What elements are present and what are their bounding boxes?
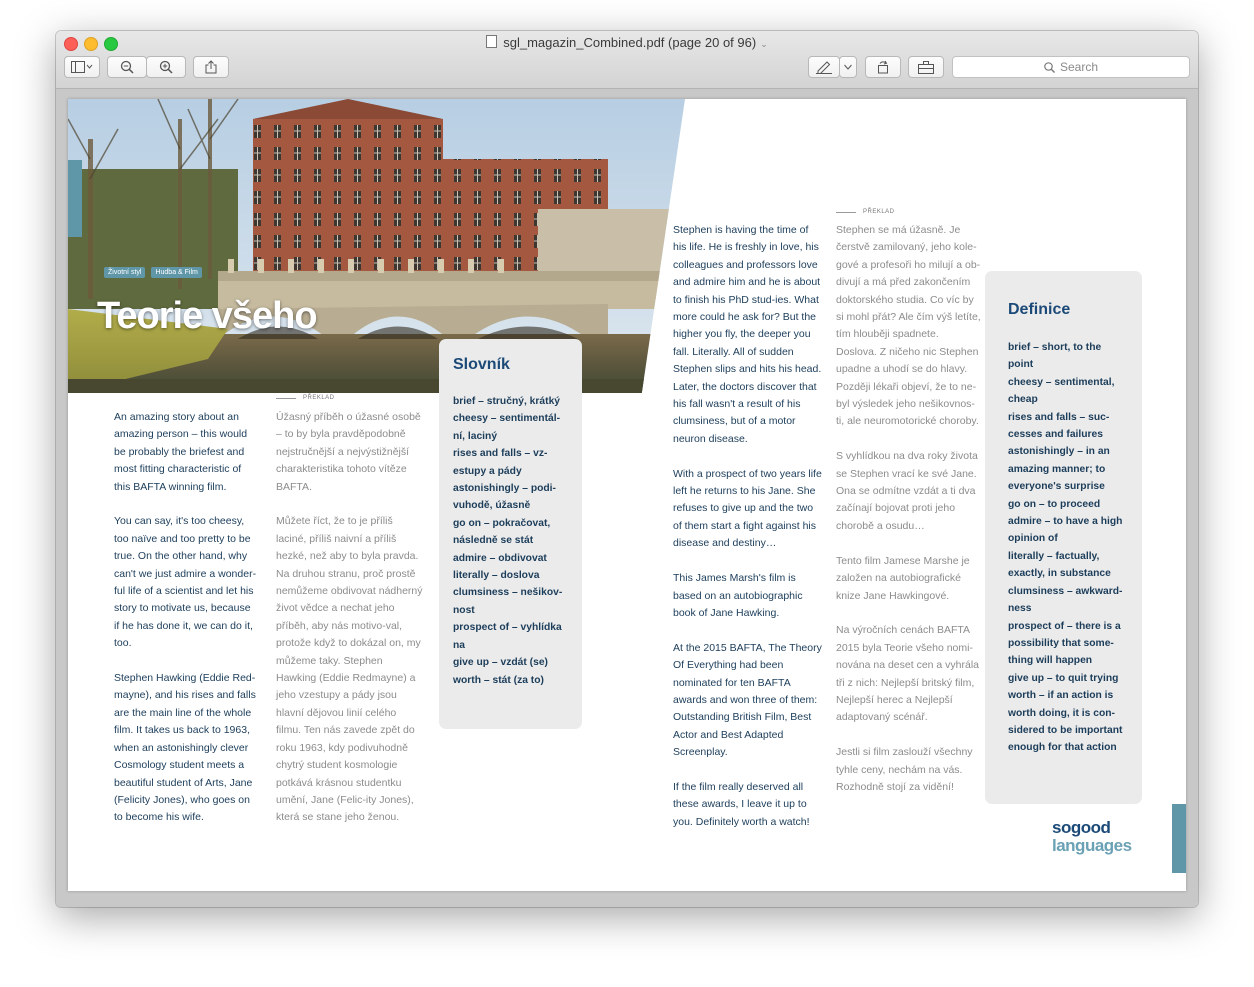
share-icon bbox=[205, 60, 217, 74]
sidebar-toggle-button[interactable] bbox=[64, 56, 100, 78]
vocab-line: clumsiness – nešikov- bbox=[453, 587, 563, 599]
vocab-line: prospect of – vyhlídka bbox=[453, 622, 562, 634]
toolbox-button[interactable] bbox=[908, 56, 944, 78]
paragraph: Úžasný příběh o úžasné osobě – to by byla pravděpodobně nejstručnější a nejvýstižnější charakteristika tohoto vítěze BAFTA. bbox=[276, 411, 421, 493]
vocab-line: admire – to have a high bbox=[1008, 516, 1123, 528]
paragraph: Na výročních cenách BAFTA 2015 byla Teorie všeho nomi-nována na deset cen a vyhrála tři z nich: Nejlepší britský film, Nejlepší herec a Nejlepší adaptovaný scénář. bbox=[836, 624, 980, 724]
left-english-column bbox=[114, 409, 258, 844]
zoom-out-button[interactable] bbox=[107, 56, 147, 78]
paragraph: This James Marsh's film is based on an autobiographic book of Jane Hawking. bbox=[673, 572, 803, 619]
accent-bar-left bbox=[68, 160, 82, 237]
markup-menu-button[interactable] bbox=[839, 56, 857, 78]
vocab-line: rises and falls – suc- bbox=[1008, 411, 1110, 423]
vocab-line: literally – factually, bbox=[1008, 550, 1100, 562]
paragraph: At the 2015 BAFTA, The Theory Of Everything had been nominated for ten BAFTA awards and won three of them: Outstanding British Film, Best Actor and Best Adapted Screenplay. bbox=[673, 641, 822, 759]
vocab-line: enough for that action bbox=[1008, 742, 1117, 754]
definice-title: Definice bbox=[1008, 301, 1071, 318]
vocab-line: admire – obdivovat bbox=[453, 552, 547, 564]
sogood-languages-logo bbox=[1052, 819, 1132, 855]
vocab-line: worth – stát (za to) bbox=[453, 674, 544, 686]
search-field[interactable]: Search bbox=[952, 56, 1190, 78]
left-czech-column bbox=[276, 409, 424, 844]
vocab-line: amazing manner; to bbox=[1008, 463, 1106, 475]
vocab-line: astonishingly – podi- bbox=[453, 483, 556, 495]
paragraph: Stephen Hawking (Eddie Red-mayne), and his rises and falls are the main line of the whole film. It takes us back to 1963, when an astonishingly clever Cosmology student meets a beautiful student of Arts, Jane (Felicity Jones), who goes on to become his wife. bbox=[114, 672, 256, 824]
document-icon bbox=[486, 35, 497, 48]
toolbox-icon bbox=[918, 61, 934, 74]
vocab-line: cheesy – sentimentál- bbox=[453, 413, 561, 425]
pdf-page[interactable] bbox=[68, 99, 1186, 891]
vocab-line: give up – vzdát (se) bbox=[453, 657, 548, 669]
vocab-line: ní, laciný bbox=[453, 430, 498, 442]
vocab-line: na bbox=[453, 639, 466, 651]
vocab-line: literally – doslova bbox=[453, 570, 540, 582]
vocab-line: sidered to be important bbox=[1008, 724, 1123, 736]
vocab-line: estupy a pády bbox=[453, 465, 522, 477]
accent-bar-right bbox=[1172, 804, 1186, 873]
document-view[interactable] bbox=[56, 89, 1198, 907]
paragraph: You can say, it's too cheesy, too naïve and too pretty to be true. On the other hand, why can't we just admire a wonder-ful life of a scientist and let his story to motivate us, because if he has done it, we can do it, too. bbox=[114, 515, 257, 650]
tag-lifestyle[interactable]: Životní styl bbox=[104, 267, 145, 278]
pen-icon bbox=[816, 60, 832, 74]
zoom-in-button[interactable] bbox=[146, 56, 186, 78]
category-tags bbox=[104, 267, 202, 278]
tag-music-film[interactable]: Hudba & Film bbox=[151, 267, 201, 278]
paragraph: If the film really deserved all these awards, I leave it up to you. Definitely worth a watch! bbox=[673, 780, 810, 828]
vocab-line: brief – short, to the bbox=[1008, 342, 1102, 353]
titlebar bbox=[56, 31, 1198, 89]
article-photo bbox=[68, 99, 685, 393]
vocab-line: possibility that some- bbox=[1008, 637, 1114, 649]
markup-pen-button[interactable] bbox=[808, 56, 840, 78]
vocab-line: ness bbox=[1008, 603, 1032, 615]
vocab-line: point bbox=[1008, 359, 1034, 371]
zoom-in-icon bbox=[159, 60, 173, 74]
definice-list bbox=[1008, 339, 1140, 757]
vocab-line: rises and falls – vz- bbox=[453, 448, 548, 460]
vocab-line: clumsiness – awkward- bbox=[1008, 585, 1123, 597]
paragraph: S vyhlídkou na dva roky života se Stephen vrací ke své Jane. Ona se odmítne vzdát a ti dva začínají bojovat proti jeho chorobě a osudu… bbox=[836, 450, 978, 532]
vocab-line: prospect of – there is a bbox=[1008, 620, 1121, 632]
vocab-line: astonishingly – in an bbox=[1008, 446, 1110, 458]
vocab-line: give up – to quit trying bbox=[1008, 672, 1119, 684]
article-headline: Teorie všeho bbox=[97, 295, 317, 337]
paragraph: With a prospect of two years life left he returns to his Jane. She refuses to give up and the two of them start a fight against his disease and destiny… bbox=[673, 467, 822, 550]
logo-line1: sogood bbox=[1052, 818, 1111, 837]
vocab-line: následně se stát bbox=[453, 535, 534, 547]
vocab-line: thing will happen bbox=[1008, 655, 1093, 667]
sidebar-icon bbox=[71, 61, 93, 73]
vocab-line: cheap bbox=[1008, 394, 1038, 406]
rotate-button[interactable] bbox=[865, 56, 901, 78]
vocab-line: go on – pokračovat, bbox=[453, 517, 551, 529]
share-button[interactable] bbox=[193, 56, 229, 78]
zoom-out-icon bbox=[120, 60, 134, 74]
slovnik-list bbox=[453, 393, 581, 689]
preview-window bbox=[56, 31, 1198, 907]
vocab-line: go on – to proceed bbox=[1008, 498, 1101, 510]
vocab-line: worth doing, it is con- bbox=[1008, 707, 1115, 719]
vocab-line: cesses and failures bbox=[1008, 429, 1104, 441]
chevron-down-icon: ⌄ bbox=[760, 39, 768, 49]
vocab-line: opinion of bbox=[1008, 533, 1058, 545]
vocab-line: everyone's surprise bbox=[1008, 481, 1105, 493]
logo-line2: languages bbox=[1052, 836, 1132, 855]
paragraph: Můžete říct, že to je příliš laciné, příliš naivní a příliš hezké, než aby to byla pravda. Na druhou stranu, proč prostě nemůžeme obdivovat nádherný život vědce a nechat jeho příběh, aby nás motivo-val, protože když to dokázal on, my můžeme taky. Stephen Hawking (Eddie Redmayne) a jeho vzestupy a pády jsou hlavní dějovou linií celého filmu. Ten nás zavede zpět do roku 1963, kdy podivuhodně chytrý student kosmologie potkává krásnou studentku umění, Jane (Felic-ity Jones), která se stane jeho ženou. bbox=[276, 515, 423, 824]
chevron-down-icon bbox=[844, 64, 852, 70]
vocab-line: exactly, in substance bbox=[1008, 568, 1111, 580]
paragraph: Stephen is having the time of his life. He is freshly in love, his colleagues and professors love and admire him and he is about to finish his PhD stud-ies. What more could he ask for? But the higher you fly, the deeper you fall. Literally. All of sudden Stephen slips and hits his head. Later, the doctors discover that his fall wasn't a result of his clumsiness, but of a motor neuron disease. bbox=[673, 224, 822, 445]
preklad-label: PŘEKLAD bbox=[276, 395, 335, 401]
vocab-line: worth – if an action is bbox=[1008, 690, 1114, 702]
search-icon bbox=[1044, 62, 1055, 73]
vocab-line: brief – stručný, krátký bbox=[453, 396, 561, 407]
right-english-column bbox=[673, 222, 823, 849]
slovnik-title: Slovník bbox=[453, 356, 510, 373]
right-czech-column bbox=[836, 222, 982, 814]
window-title[interactable]: sgl_magazin_Combined.pdf (page 20 of 96) ⌄ bbox=[56, 35, 1198, 50]
vocab-line: vuhodě, úžasně bbox=[453, 500, 531, 512]
vocab-line: cheesy – sentimental, bbox=[1008, 376, 1115, 388]
vocab-line: nost bbox=[453, 604, 475, 616]
paragraph: Tento film Jamese Marshe je založen na autobiografické knize Jane Hawkingové. bbox=[836, 554, 970, 602]
paragraph: Stephen se má úžasně. Je čerstvě zamilovaný, jeho kole-gové a profesoři ho milují a ob-divují a má před zakončením doktorského studia. Co víc by si mohl přát? Ale čím výš letíte, tím hlouběji spadnete. Doslova. Z ničeho nic Stephen upadne a uhodí se do hlavy. Později lékaři objeví, že to ne-byl výsledek jeho nešikovnos-ti, ale neuromotorické choroby. bbox=[836, 224, 981, 428]
paragraph: An amazing story about an amazing person – this would be probably the briefest and most fitting characteristic of this BAFTA winning film. bbox=[114, 411, 248, 493]
preklad-label: PŘEKLAD bbox=[836, 209, 895, 215]
paragraph: Jestli si film zaslouží všechny tyhle ceny, nechám na vás. Rozhodně stojí za vidění! bbox=[836, 746, 973, 793]
rotate-icon bbox=[876, 60, 890, 74]
